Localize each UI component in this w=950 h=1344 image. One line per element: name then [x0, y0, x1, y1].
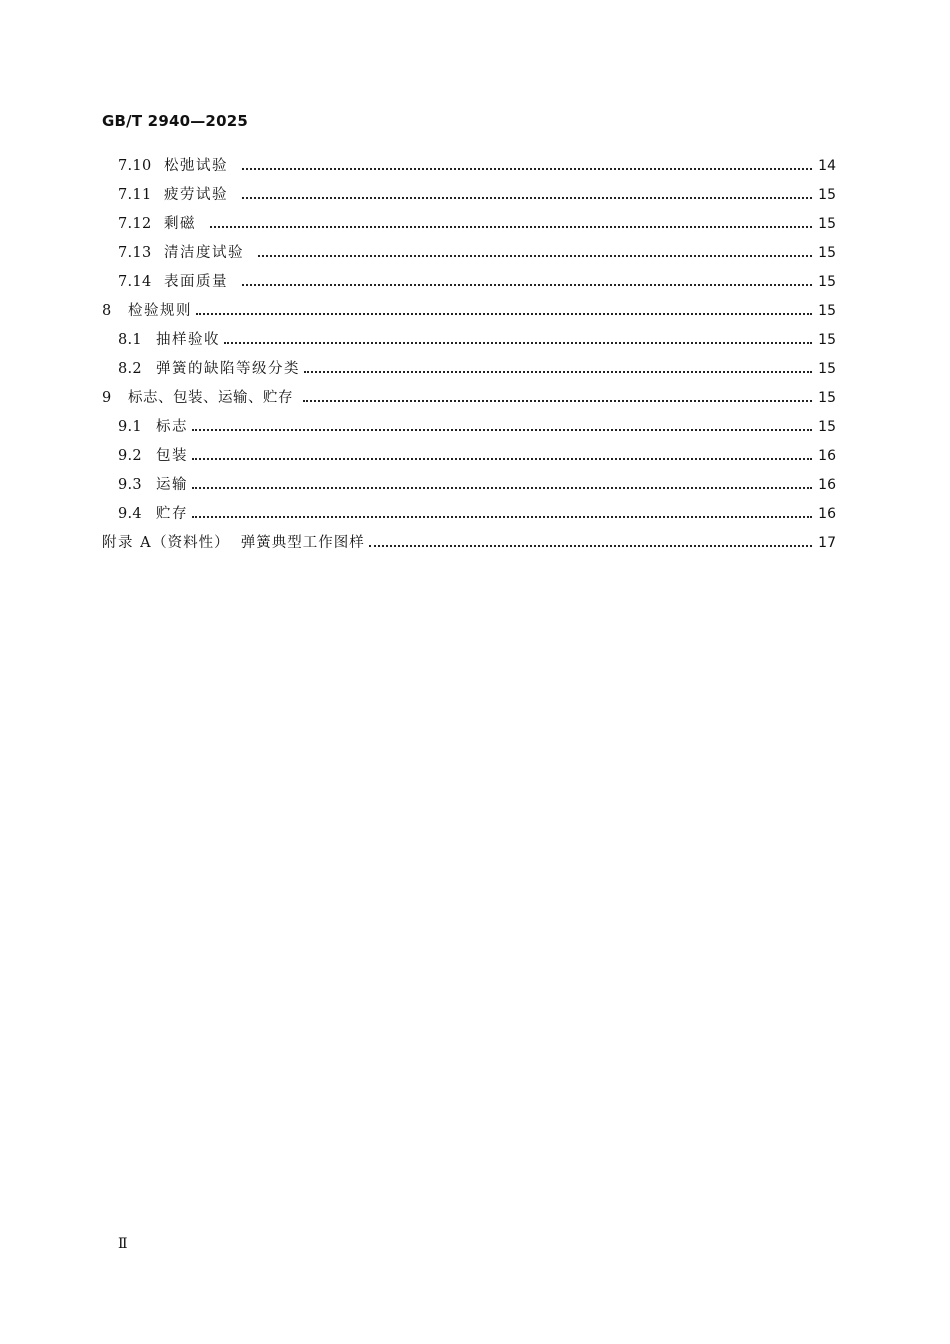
toc-entry-page: 15 — [818, 274, 836, 290]
toc-entry-page: 15 — [818, 303, 836, 319]
toc-entry-number: 9 — [102, 390, 112, 406]
toc-entry-page: 15 — [818, 419, 836, 435]
dot-leader — [192, 442, 812, 471]
dot-leader — [242, 152, 812, 181]
toc-entry-title: 运输 — [156, 477, 188, 493]
toc-entry-title: 剩磁 — [164, 216, 196, 232]
toc-entry-number: 7.11 — [118, 187, 152, 203]
toc-entry-number: 8 — [102, 303, 112, 319]
toc-entry-number: 8.1 — [118, 332, 142, 348]
toc-entry-title: （资料性） 弹簧典型工作图样 — [152, 535, 365, 551]
toc-entry-number: 7.14 — [118, 274, 152, 290]
toc-entry-title: 抽样验收 — [156, 332, 220, 348]
dot-leader — [210, 210, 812, 239]
toc-entry-9-1[interactable] — [118, 413, 836, 442]
toc-entry-title: 检验规则 — [128, 303, 192, 319]
toc-entry-7-11[interactable] — [118, 181, 836, 210]
toc-entry-title: 清洁度试验 — [164, 245, 244, 261]
toc-entry-title: 松弛试验 — [164, 158, 228, 174]
toc-entry-page: 16 — [818, 506, 836, 522]
toc-entry-number: 7.13 — [118, 245, 152, 261]
toc-entry-page: 15 — [818, 361, 836, 377]
toc-entry-page: 17 — [818, 535, 836, 551]
toc-entry-title: 疲劳试验 — [164, 187, 228, 203]
dot-leader — [192, 413, 812, 442]
toc-entry-title: 贮存 — [156, 506, 188, 522]
toc-entry-page: 16 — [818, 477, 836, 493]
toc-entry-title: 弹簧的缺陷等级分类 — [156, 361, 300, 377]
toc-entry-number: 8.2 — [118, 361, 142, 377]
toc-entry-page: 14 — [818, 158, 836, 174]
toc-entry-number: 附录 A — [102, 535, 153, 551]
dot-leader — [242, 181, 812, 210]
dot-leader — [192, 471, 812, 500]
toc-entry-title: 标志、包装、运输、贮存 — [128, 390, 293, 406]
toc-entry-number: 7.10 — [118, 158, 152, 174]
dot-leader — [258, 239, 812, 268]
toc-entry-page: 15 — [818, 245, 836, 261]
toc-entry-9[interactable] — [102, 384, 836, 413]
toc-entry-title: 表面质量 — [164, 274, 228, 290]
dot-leader — [242, 268, 812, 297]
toc-entry-title: 标志 — [156, 419, 188, 435]
toc-entry-page: 16 — [818, 448, 836, 464]
dot-leader — [303, 384, 812, 413]
toc-entry-7-14[interactable] — [118, 268, 836, 297]
toc-entry-page: 15 — [818, 390, 836, 406]
toc-entry-page: 15 — [818, 216, 836, 232]
toc-entry-7-10[interactable] — [118, 152, 836, 181]
toc-entry-annex-a[interactable] — [102, 529, 836, 558]
toc-entry-9-4[interactable] — [118, 500, 836, 529]
toc-entry-8-2[interactable] — [118, 355, 836, 384]
toc-entry-number: 9.4 — [118, 506, 142, 522]
dot-leader — [224, 326, 812, 355]
dot-leader — [369, 529, 812, 558]
toc-entry-page: 15 — [818, 332, 836, 348]
standard-code: GB/T 2940—2025 — [102, 112, 248, 130]
toc-entry-7-12[interactable] — [118, 210, 836, 239]
toc-entry-title: 包装 — [156, 448, 188, 464]
page-number: Ⅱ — [118, 1236, 128, 1252]
toc-entry-9-2[interactable] — [118, 442, 836, 471]
dot-leader — [192, 500, 812, 529]
toc-entry-number: 9.3 — [118, 477, 142, 493]
dot-leader — [196, 297, 812, 326]
toc-entry-7-13[interactable] — [118, 239, 836, 268]
dot-leader — [304, 355, 812, 384]
toc-entry-number: 7.12 — [118, 216, 152, 232]
toc-entry-8-1[interactable] — [118, 326, 836, 355]
toc-entry-number: 9.1 — [118, 419, 142, 435]
toc-entry-page: 15 — [818, 187, 836, 203]
toc-entry-number: 9.2 — [118, 448, 142, 464]
toc-entry-9-3[interactable] — [118, 471, 836, 500]
toc-entry-8[interactable] — [102, 297, 836, 326]
